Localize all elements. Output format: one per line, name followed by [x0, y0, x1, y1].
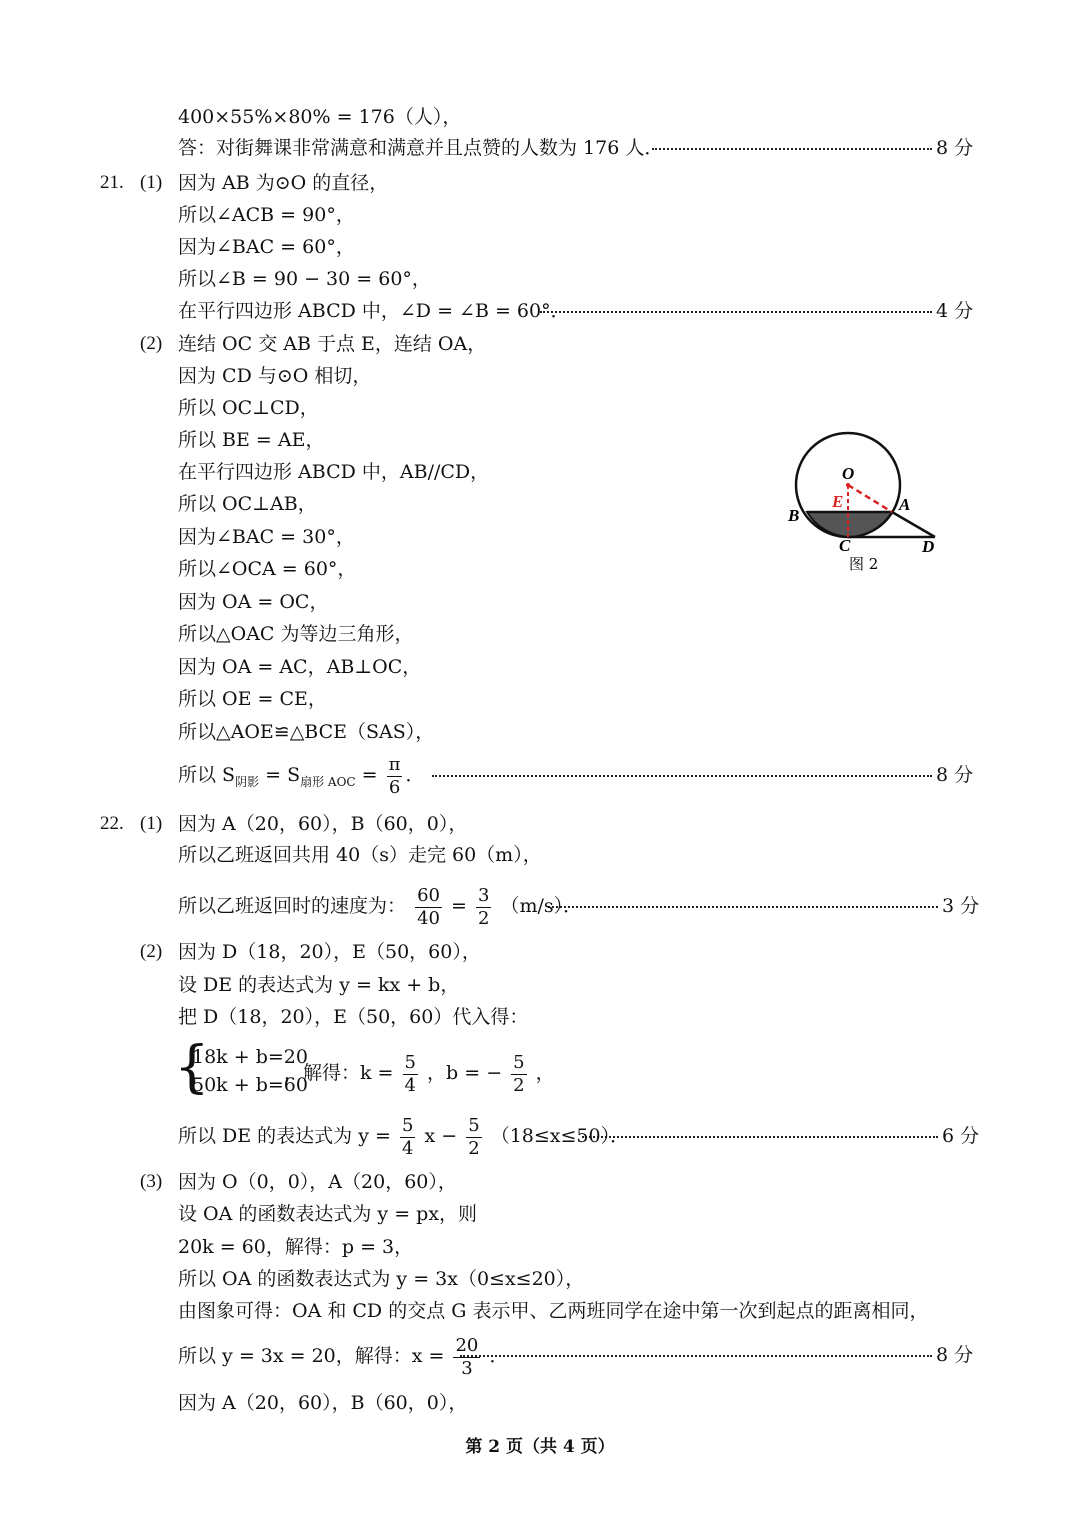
text-line: 所以乙班返回共用 40（s）走完 60（m）， [178, 844, 542, 866]
text-line: 所以 BE = AE， [178, 429, 325, 451]
text-line: 所以∠ACB = 90°， [178, 204, 355, 226]
text-line: 因为 OA = OC， [178, 591, 329, 613]
text-line: 因为 CD 与⊙O 相切， [178, 365, 372, 387]
equation-2: 50k + b=60 [192, 1074, 308, 1096]
score-label: 8 分 [936, 764, 974, 786]
fraction: $\frac{5}{2}$ [513, 1051, 525, 1096]
fraction: $\frac{20}{3}$ [455, 1334, 479, 1379]
dot-leader [432, 775, 932, 777]
solution-line: ，解得：k = $\frac{5}{4}$ ，b = − $\frac{5}{2}$ ， [284, 1051, 555, 1096]
x-solution-line: 所以 y = 3x = 20，解得：x = $\frac{20}{3}$ ． [178, 1334, 509, 1379]
label-d: D [922, 537, 935, 556]
text-line: 所以∠B = 90 − 30 = 60°， [178, 268, 431, 290]
score-label: 8 分 [936, 1344, 974, 1366]
fraction: $\frac{3}{2}$ [477, 884, 490, 929]
question-number-22: 22. [100, 813, 124, 834]
dot-leader [540, 311, 932, 313]
text-line: 因为 O（0，0），A（20，60）， [178, 1171, 457, 1193]
text-line: 所以△OAC 为等边三角形， [178, 623, 414, 645]
text-line: 连结 OC 交 AB 于点 E，连结 OA， [178, 333, 487, 355]
part-number: (1) [140, 172, 163, 193]
dot-leader [460, 1355, 932, 1357]
text-line: 20k = 60，解得：p = 3， [178, 1236, 414, 1258]
part-number: (2) [140, 941, 163, 962]
label-o: O [842, 464, 855, 483]
dot-leader [652, 148, 932, 150]
question-number-21: 21. [100, 172, 124, 193]
de-expression-line: 所以 DE 的表达式为 y = $\frac{5}{4}$ x − $\frac{5}{2}$ （18≤x≤50）． [178, 1114, 630, 1159]
text-line: 因为 D（18，20），E（50，60）， [178, 941, 481, 963]
text-line: 设 OA 的函数表达式为 y = px，则 [178, 1203, 478, 1225]
dot-leader [582, 1136, 938, 1138]
text-line: 因为 OA = AC，AB⊥OC， [178, 656, 422, 678]
shaded-region [807, 512, 892, 537]
text-line: 所以 OE = CE， [178, 688, 327, 710]
geometry-figure [780, 425, 960, 585]
text-line: 所以 OC⊥CD， [178, 397, 319, 419]
system-brace: { [174, 1035, 210, 1100]
segment-ad [892, 512, 935, 537]
score-label: 8 分 [936, 137, 974, 159]
text-line: 设 DE 的表达式为 y = kx + b， [178, 974, 460, 996]
page-footer: 第 2 页（共 4 页） [465, 1437, 615, 1457]
label-e: E [832, 492, 844, 511]
label-b: B [788, 506, 800, 525]
figure-caption: 图 2 [849, 555, 879, 573]
text-line: 因为∠BAC = 30°， [178, 526, 355, 548]
fraction: $\frac{5}{4}$ [404, 1051, 416, 1096]
fraction: $\frac{5}{2}$ [468, 1114, 480, 1159]
text-line: 把 D（18，20），E（50，60）代入得： [178, 1006, 529, 1028]
equation-1: 18k + b=20 [192, 1046, 308, 1068]
dot-leader [548, 906, 938, 908]
fraction: $\frac{\pi}{6}$ [388, 753, 401, 798]
text-line: 答：对街舞课非常满意和满意并且点赞的人数为 176 人． [178, 137, 664, 159]
text-line: 所以△AOE≌△BCE（SAS）， [178, 721, 435, 743]
text-line: 因为 A（20，60），B（60，0）， [178, 1392, 468, 1414]
part-number: (2) [140, 333, 163, 354]
fraction: $\frac{5}{4}$ [401, 1114, 414, 1159]
label-c: C [839, 536, 851, 555]
text-line: 因为∠BAC = 60°， [178, 236, 355, 258]
text-line: 400×55%×80% = 176（人）， [178, 106, 462, 128]
text-line: 所以 OC⊥AB， [178, 493, 317, 515]
score-label: 6 分 [942, 1125, 980, 1147]
shade-area-line: 所以 $S_{阴影} = S_{扇形 AOC}$ = $\frac{\pi}{6}$ ． [178, 753, 425, 798]
text-line: 在平行四边形 ABCD 中，∠D = ∠B = 60°． [178, 300, 570, 322]
text-line: 因为 A（20，60），B（60，0）， [178, 813, 468, 835]
segment-oa [848, 485, 892, 512]
text-line: 所以 OA 的函数表达式为 y = 3x（0≤x≤20）， [178, 1268, 585, 1290]
part-number: (1) [140, 813, 163, 834]
text-line: 由图象可得：OA 和 CD 的交点 G 表示甲、乙两班同学在途中第一次到起点的距离相同， [178, 1300, 929, 1322]
score-label: 4 分 [936, 300, 974, 322]
part-number: (3) [140, 1171, 163, 1192]
text-line: 所以∠OCA = 60°， [178, 558, 357, 580]
text-line: 因为 AB 为⊙O 的直径， [178, 172, 389, 194]
speed-line: 所以乙班返回时的速度为： $\frac{60}{40}$ = $\frac{3}{2}$ （m/s）． [178, 884, 583, 929]
center-point [846, 483, 850, 487]
text-line: 在平行四边形 ABCD 中，AB//CD， [178, 461, 490, 483]
label-a: A [899, 495, 911, 514]
score-label: 3 分 [942, 895, 980, 917]
fraction: $\frac{60}{40}$ [417, 884, 440, 929]
